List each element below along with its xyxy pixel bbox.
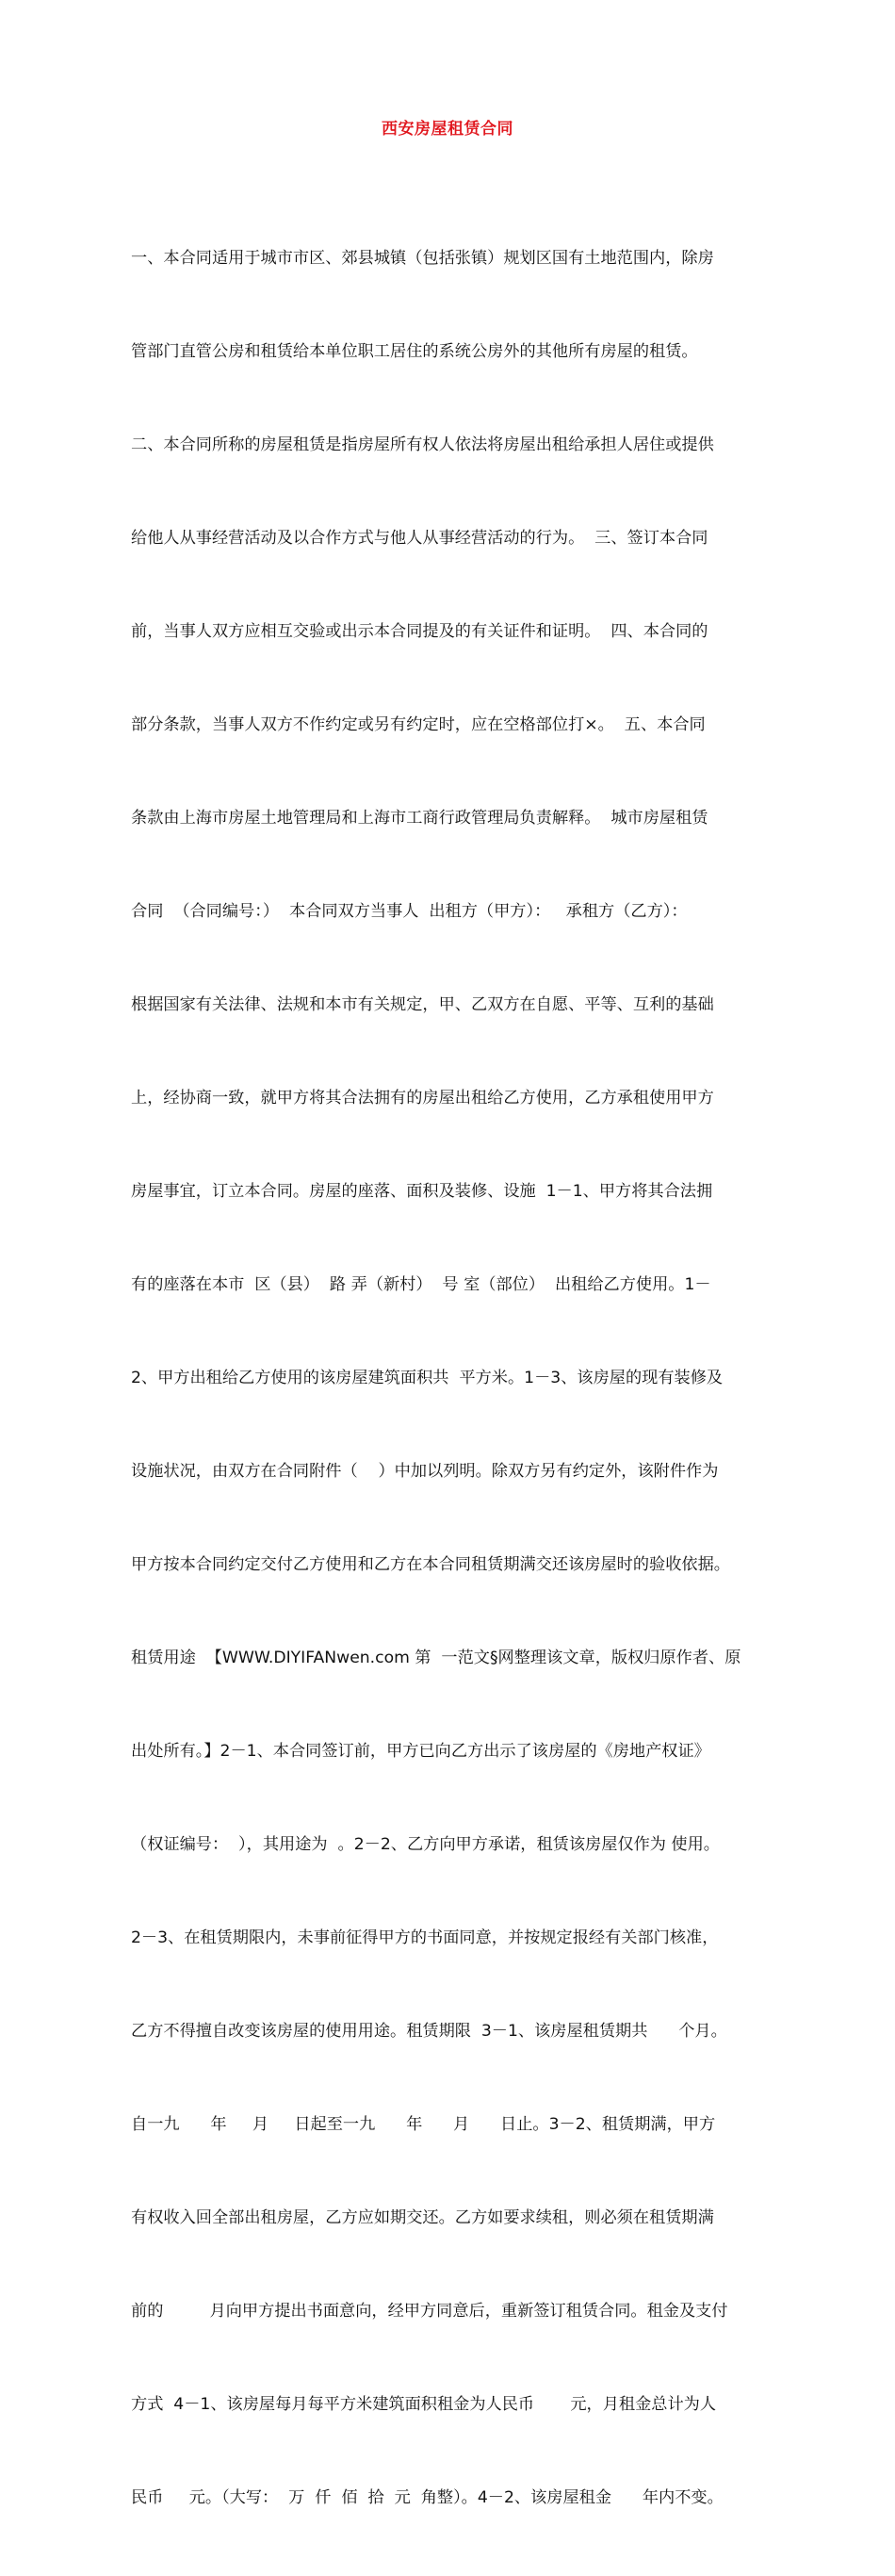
body-line: 甲方按本合同约定交付乙方使用和乙方在本合同租赁期满交还该房屋时的验收依据。	[131, 1555, 730, 1574]
body-line: 2、甲方出租给乙方使用的该房屋建筑面积共 平方米。1－3、该房屋的现有装修及	[131, 1369, 724, 1387]
document-body	[131, 181, 775, 2576]
body-line: 自一九 年 月 日起至一九 年 月 日止。3－2、租赁期满，甲方	[131, 2115, 716, 2134]
body-line: （权证编号： ），其用途为 。2－2、乙方向甲方承诺，租赁该房屋仅作为 使用。	[131, 1835, 720, 1854]
body-line: 管部门直管公房和租赁给本单位职工居住的系统公房外的其他所有房屋的租赁。	[131, 342, 698, 361]
body-line: 一、本合同适用于城市市区、郊县城镇（包括张镇）规划区国有土地范围内，除房	[131, 249, 714, 268]
body-line: 乙方不得擅自改变该房屋的使用用途。租赁期限 3－1、该房屋租赁期共 个月。	[131, 2022, 727, 2041]
body-line: 2－3、在租赁期限内，未事前征得甲方的书面同意，并按规定报经有关部门核准，	[131, 1928, 719, 1947]
body-line: 上，经协商一致，就甲方将其合法拥有的房屋出租给乙方使用，乙方承租使用甲方	[131, 1089, 714, 1108]
body-line: 条款由上海市房屋土地管理局和上海市工商行政管理局负责解释。 城市房屋租赁	[131, 809, 708, 828]
body-line: 有的座落在本市 区（县） 路 弄（新村） 号 室（部位） 出租给乙方使用。1－	[131, 1275, 711, 1294]
body-line: 根据国家有关法律、法规和本市有关规定，甲、乙双方在自愿、平等、互利的基础	[131, 995, 714, 1014]
body-line: 前，当事人双方应相互交验或出示本合同提及的有关证件和证明。 四、本合同的	[131, 622, 708, 641]
body-line: 租赁用途 【WWW.DIYIFANwen.com 第 一范文§网整理该文章，版权归原作者、原	[131, 1649, 741, 1667]
body-line: 二、本合同所称的房屋租赁是指房屋所有权人依法将房屋出租给承担人居住或提供	[131, 435, 714, 454]
body-line: 方式 4－1、该房屋每月每平方米建筑面积租金为人民币 元，月租金总计为人	[131, 2395, 717, 2414]
body-line: 部分条款，当事人双方不作约定或另有约定时，应在空格部位打×。 五、本合同	[131, 715, 706, 734]
body-line: 合同 （合同编号：） 本合同双方当事人 出租方（甲方）： 承租方（乙方）：	[131, 902, 688, 921]
body-line: 前的 月向甲方提出书面意向，经甲方同意后，重新签订租赁合同。租金及支付	[131, 2302, 728, 2321]
body-line: 有权收入回全部出租房屋，乙方应如期交还。乙方如要求续租，则必须在租赁期满	[131, 2208, 714, 2227]
document-title: 西安房屋租赁合同	[382, 120, 513, 139]
body-line: 设施状况，由双方在合同附件（ ）中加以列明。除双方另有约定外，该附件作为	[131, 1462, 719, 1481]
body-line: 房屋事宜，订立本合同。房屋的座落、面积及装修、设施 1－1、甲方将其合法拥	[131, 1182, 713, 1201]
body-line: 给他人从事经营活动及以合作方式与他人从事经营活动的行为。 三、签订本合同	[131, 529, 708, 548]
body-line: 出处所有。】2－1、本合同签订前，甲方已向乙方出示了该房屋的《房地产权证》	[131, 1742, 710, 1761]
body-line: 民币 元。（大写： 万 仟 佰 拾 元 角整）。4－2、该房屋租金 年内不变。	[131, 2488, 724, 2507]
